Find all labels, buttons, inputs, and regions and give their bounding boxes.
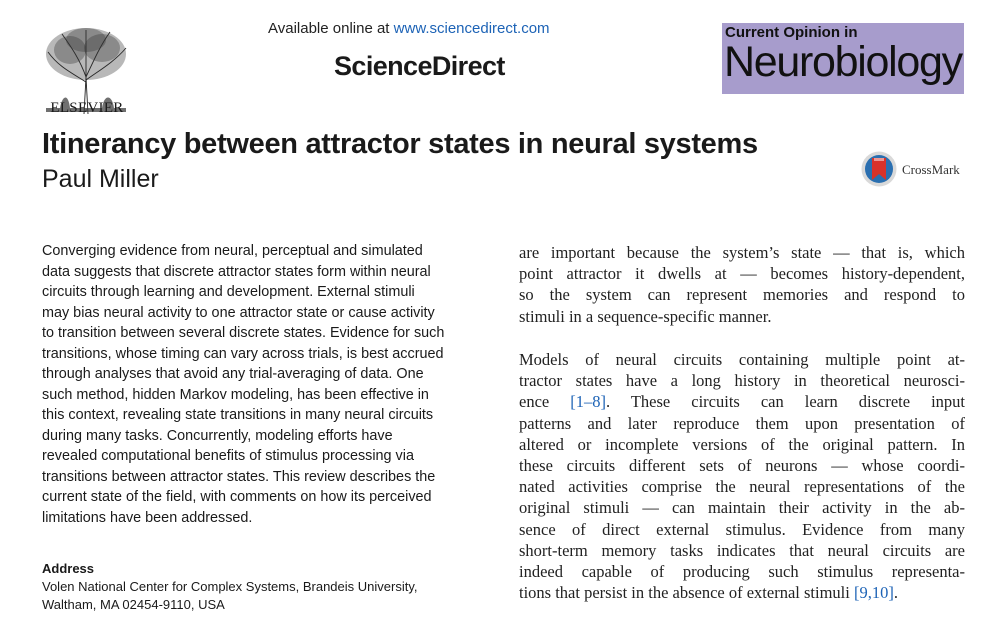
body-line: these circuits different sets of neurons — whose coordi- (519, 456, 965, 476)
address-heading: Address (42, 561, 95, 576)
abstract-line: transitions, whose timing can vary across trials, is best accrued (42, 345, 444, 362)
publisher-name: ELSEVIER (50, 100, 124, 116)
body-line-with-citation (519, 582, 965, 603)
abstract-line: may bias neural activity to one attractor state or cause activity (42, 304, 435, 321)
body-line: point attractor it dwells at — becomes history-dependent, (519, 264, 965, 284)
available-online-text (268, 20, 550, 37)
body-line: altered or incomplete versions of the original pattern. In (519, 434, 965, 454)
body-line: are important because the system’s state — that is, which (519, 243, 965, 262)
abstract-line: transitions between attractor states. This review describes the (42, 468, 436, 485)
crossmark-icon[interactable] (860, 150, 898, 188)
body-paragraph-1 (519, 242, 965, 327)
body-line: patterns and later reproduce them upon presentation of (519, 413, 965, 433)
body-text: ence (519, 392, 571, 412)
citation-link-9-10[interactable]: [9,10] (853, 583, 894, 603)
body-text: . These circuits can learn discrete input (606, 392, 965, 412)
body-line: Models of neural circuits containing multiple point at- (519, 350, 965, 369)
abstract-line: Converging evidence from neural, perceptual and simulated (42, 243, 423, 259)
abstract-line: this context, revealing state transitions in many neural circuits (42, 407, 434, 423)
address-body (42, 578, 417, 614)
sciencedirect-wordmark: ScienceDirect (334, 51, 505, 81)
abstract-line: through analyses that avoid any trial-averaging of data. One (42, 366, 424, 382)
citation-link-1-8[interactable]: [1–8] (570, 392, 606, 412)
body-text: . (893, 583, 898, 603)
abstract-line: circuits through learning and development. External stimuli (42, 284, 415, 300)
abstract-line: current state of the field, with comments on how its perceived (42, 489, 432, 505)
abstract-line: such method, hidden Markov modeling, has been effective in (42, 386, 429, 403)
body-line-with-citation (519, 391, 965, 412)
body-line: stimuli in a sequence-specific manner. (519, 306, 772, 326)
body-text: tions that persist in the absence of external stimuli (519, 583, 854, 603)
abstract (42, 241, 480, 528)
abstract-line: to transition between several discrete states. Evidence for such (42, 325, 445, 341)
address-line: Volen National Center for Complex Systems, Brandeis University, (42, 579, 418, 594)
journal-name-line2: Neurobiology (724, 38, 962, 86)
address-line: Waltham, MA 02454-9110, USA (42, 597, 225, 612)
body-line: tractor states have a long history in theoretical neurosci- (519, 371, 965, 391)
sciencedirect-link[interactable]: www.sciencedirect.com (393, 20, 550, 37)
available-prefix: Available online at (268, 20, 394, 37)
body-line: short-term memory tasks indicates that neural circuits are (519, 540, 965, 560)
body-line: sence of direct external stimulus. Evidence from many (519, 519, 965, 539)
article-title: Itinerancy between attractor states in neural systems (42, 128, 758, 160)
article-author: Paul Miller (42, 165, 159, 193)
abstract-line: limitations have been addressed. (42, 509, 253, 526)
crossmark-label[interactable]: CrossMark (902, 162, 960, 177)
body-line: nated activities comprise the neural representations of the (519, 477, 965, 497)
abstract-line: data suggests that discrete attractor states form within neural (42, 263, 431, 280)
journal-name-line1: Current Opinion in (725, 24, 858, 41)
abstract-line: revealed computational benefits of stimulus processing via (42, 448, 414, 464)
body-line: original stimuli — can maintain their activity in the ab- (519, 498, 965, 518)
abstract-line: during many tasks. Concurrently, modeling efforts have (42, 427, 393, 444)
body-line: indeed capable of producing such stimulus representa- (519, 562, 965, 582)
body-paragraph-2 (519, 349, 965, 603)
body-line: so the system can represent memories and respond to (519, 285, 965, 305)
